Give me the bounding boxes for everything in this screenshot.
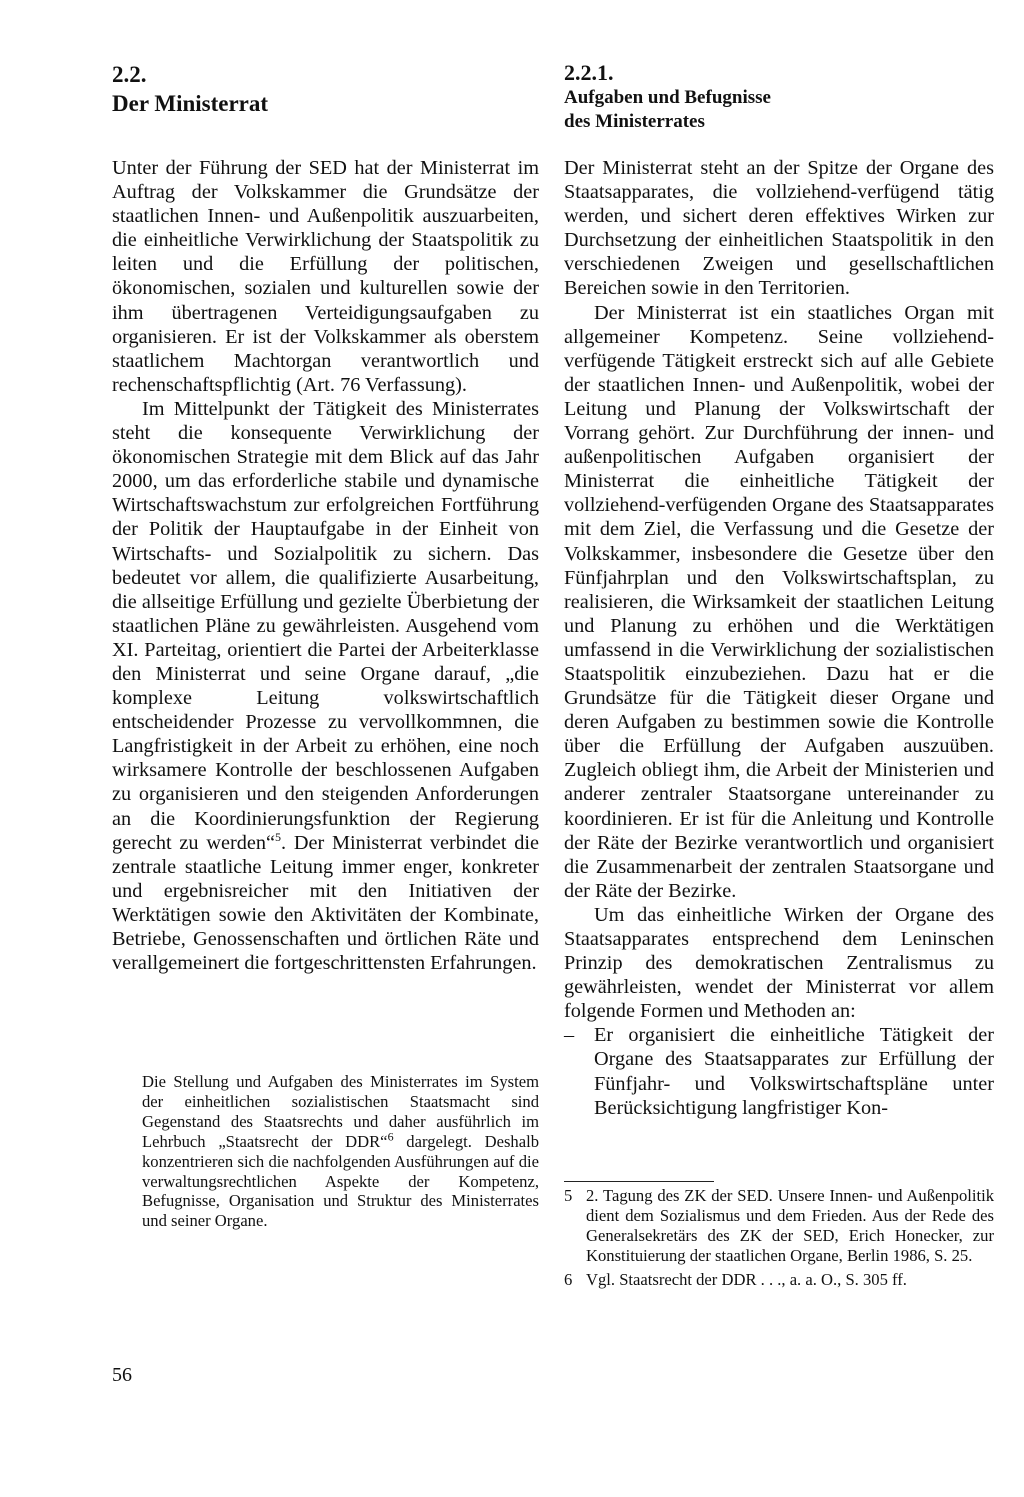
footnote-ref[interactable]: 6 (387, 1129, 394, 1144)
footnote-text: 2. Tagung des ZK der SED. Unsere Innen- und Außenpolitik dient dem Sozialismus und dem Frieden. Aus der Rede des Generalsekretärs des ZK der SED, Erich Honecker, zur Konstituierung der staatlichen Organe, Berlin 1986, S. 25. (586, 1186, 994, 1265)
footnote-ref[interactable]: 5 (275, 829, 282, 844)
note-text: dargelegt. Deshalb konzentrieren sich die nachfolgenden Ausführungen auf die verwaltungsrechtlichen Aspekte der Kompetenz, Befugnisse, Organisation und Struktur des Ministerrates und seiner Organe. (142, 1131, 539, 1231)
subsection-number: 2.2.1. (564, 60, 614, 85)
footnote-text: Vgl. Staatsrecht der DDR . . ., a. a. O., S. 305 ff. (586, 1269, 907, 1289)
list-item-text: Er organisiert die einheitliche Tätigkeit der Organe des Staatsapparates zur Erfüllung der Fünfjahr- und Volkswirtschaftspläne unter Berücksichtigung langfristiger Kon- (594, 1024, 994, 1119)
paragraph-text: Im Mittelpunkt der Tätigkeit des Ministerrates steht die konsequente Verwirklichung der ökonomischen Strategie mit dem Blick auf das Jahr 2000, um das erforderliche stabile und dynamische Wirtschaftswachstum zur erfolgreichen Fortführung der Politik der Hauptaufgabe in der Einheit von Wirtschafts- und Sozialpolitik zu sichern. Das bedeutet vor allem, die qualifizierte Ausarbeitung, die allseitige Erfüllung und gezielte Überbietung der staatlichen Pläne zu gewährleisten. Ausgehend vom XI. Parteitag, orientiert die Partei der Arbeiterklasse den Ministerrat und seine Organe darauf, „die komplexe Leitung volkswirtschaftlich entscheidender Prozesse zu vervollkommnen, die Langfristigkeit in der Arbeit zu erhöhen, eine noch wirksamere Kontrolle der beschlossenen Aufgaben zu organisieren und den steigenden Anforderungen an die Koordinierungsfunktion der Regierung gerecht zu werden“ (112, 397, 539, 854)
paragraph (112, 397, 539, 975)
list-item (564, 1023, 994, 1119)
footnotes (564, 1186, 994, 1294)
page-number: 56 (112, 1364, 132, 1386)
subsection-title: des Ministerrates (564, 111, 705, 132)
footnote (564, 1186, 994, 1266)
paragraph: Der Ministerrat ist ein staatliches Organ mit allgemeiner Kompetenz. Seine vollziehend-verfügende Tätigkeit erstreckt sich auf alle Gebiete der staatlichen Innen- und Außenpolitik, wobei der Leitung und Planung der Volkswirtschaft der Vorrang gehört. Zur Durchführung der innen- und außenpolitischen Aufgaben organisiert der Ministerrat die einheitliche Tätigkeit der vollziehend-verfügenden Organe des Staatsapparates mit dem Ziel, die Verfassung und die Gesetze der Volkskammer, insbesondere die Gesetze über den Fünfjahrplan und den Volkswirtschaftsplan, zu realisieren, die Wirksamkeit der staatlichen Leitung und Planung zu erhöhen und die Werktätigen umfassend in die Verwirklichung der sozialistischen Staatspolitik einzubeziehen. Dazu hat er die Grundsätze für die Tätigkeit dieser Organe und deren Aufgaben zu bestimmen sowie die Kontrolle über die Erfüllung der Aufgaben auszuüben. Zugleich obliegt ihm, die Arbeit der Ministerien und anderer zentraler Staatsorgane untereinander zu koordinieren. Er ist für die Anleitung und Kontrolle der Räte der Bezirke verantwortlich und organisiert die Zusammenarbeit der zentralen Staatsorgane und der Räte der Bezirke. (564, 301, 994, 902)
section-number: 2.2. (112, 62, 147, 87)
paragraph: Um das einheitliche Wirken der Organe des Staatsapparates entsprechend dem Leninschen Prinzip des demokratischen Zentralismus zu gewährleisten, wendet der Ministerrat vor allem folgende Formen und Methoden an: (564, 903, 994, 1023)
paragraph: Unter der Führung der SED hat der Ministerrat im Auftrag der Volkskammer die Grundsätze der staatlichen Innen- und Außenpolitik auszuarbeiten, die einheitliche Verwirklichung der Staatspolitik zu leiten und die Erfüllung der politischen, ökonomischen, sozialen und kulturellen sowie der ihm übertragenen Verteidigungsaufgaben zu organisieren. Er ist der Volkskammer als oberstem staatlichem Machtorgan verantwortlich und rechenschaftspflichtig (Art. 76 Verfassung). (112, 157, 539, 396)
paragraph-text: . Der Ministerrat verbindet die zentrale staatliche Leitung immer enger, konkreter und ergebnisreicher mit den Initiativen der Werktätigen sowie den Aktivitäten der Kombinate, Betriebe, Genossenschaften und örtlichen Räte und verallgemeinert die fortgeschrittensten Erfahrungen. (112, 831, 539, 975)
subsection-heading (564, 60, 771, 134)
body-text (112, 156, 539, 975)
list-dash: – (564, 1024, 575, 1047)
footnote-number: 6 (564, 1269, 573, 1289)
section-heading (112, 60, 268, 118)
body-text (564, 156, 994, 1120)
note-text: Die Stellung und Aufgaben des Ministerrates im System der einheitlichen sozialistischen Staatsmacht sind Gegenstand des Staatsrechts und daher ausführlich im Lehrbuch „Staatsrecht der DDR“ (142, 1072, 539, 1151)
note-box (142, 1072, 539, 1231)
footnote-number: 5 (564, 1186, 573, 1205)
subsection-title: Aufgaben und Befugnisse (564, 87, 771, 108)
paragraph: Der Ministerrat steht an der Spitze der Organe des Staatsapparates, die vollziehend-verfügend tätig werden, und sichert deren effektives Wirken zur Durchsetzung der einheitlichen Staatspolitik in den verschiedenen Zweigen und gesellschaftlichen Bereichen sowie in den Territorien. (564, 157, 994, 300)
footnote (564, 1270, 994, 1290)
section-title: Der Ministerrat (112, 91, 269, 116)
footnote-divider (564, 1181, 714, 1182)
